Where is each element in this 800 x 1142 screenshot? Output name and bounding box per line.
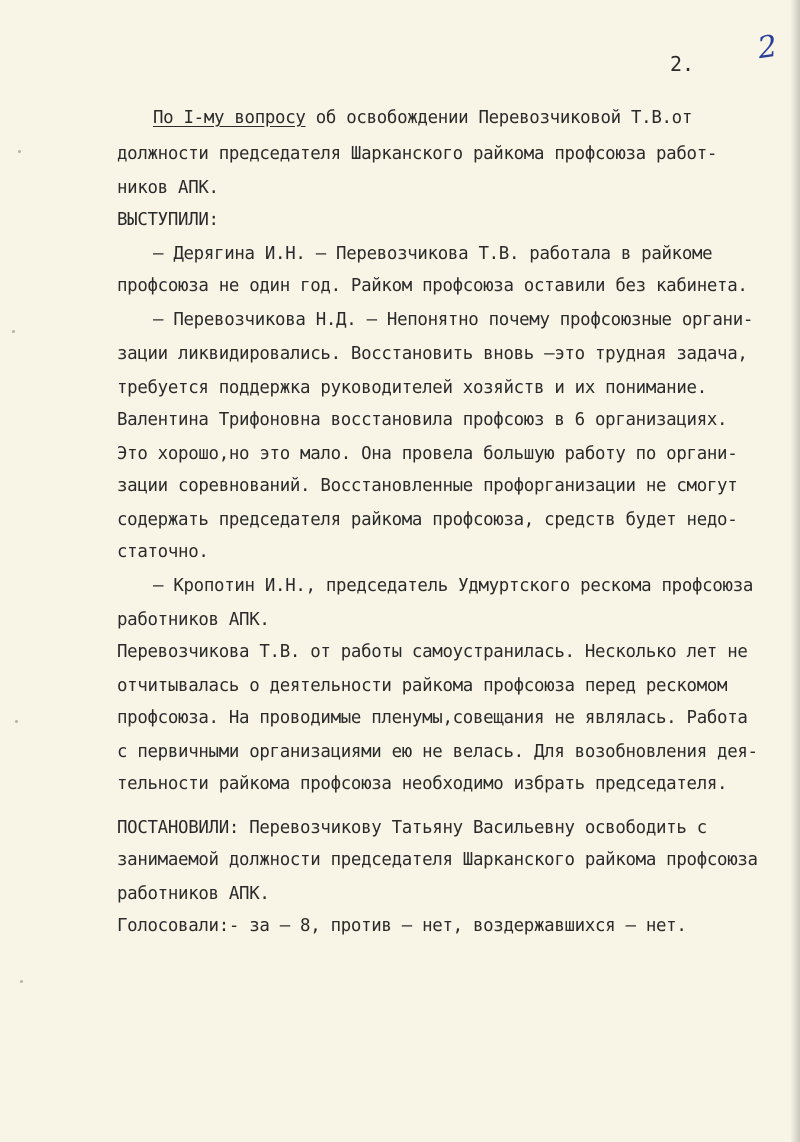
text-line: занимаемой должности председателя Шарканского райкома профсоюза xyxy=(117,850,758,870)
paper-speck xyxy=(18,150,21,153)
paper-speck xyxy=(20,980,23,983)
text-line: ников АПК. xyxy=(117,178,219,198)
text-line: с первичными организациями ею не велась. Для возобновления дея- xyxy=(117,742,758,762)
section-label-vystupili: ВЫСТУПИЛИ: xyxy=(117,210,219,230)
text-line: зации соревнований. Восстановленные профорганизации не смогут xyxy=(117,476,738,496)
item-heading-rest: об освобождении Перевозчиковой Т.В.от xyxy=(305,108,693,128)
text-line: Валентина Трифоновна восстановила профсоюз в 6 организациях. xyxy=(117,410,728,430)
text-line: должности председателя Шарканского райкома профсоюза работ- xyxy=(117,144,718,164)
text-line: Это хорошо,но это мало. Она провела большую работу по органи- xyxy=(117,444,738,464)
item-heading-underlined: По I-му вопросу xyxy=(153,108,306,128)
text-line: требуется поддержка руководителей хозяйств и их понимание. xyxy=(117,378,707,398)
speaker-line: – Дерягина И.Н. – Перевозчикова Т.В. работала в райкоме xyxy=(153,244,713,264)
text-line: статочно. xyxy=(117,542,209,562)
vote-line: Голосовали:- за – 8, против – нет, воздержавшихся – нет. xyxy=(117,916,687,936)
resolution-line: ПОСТАНОВИЛИ: Перевозчикову Татьяну Васильевну освободить с xyxy=(117,818,707,838)
text-line: работников АПК. xyxy=(117,884,270,904)
speaker-line: – Перевозчикова Н.Д. – Непонятно почему профсоюзные органи- xyxy=(153,310,754,330)
paper-speck xyxy=(15,720,18,723)
text-line: Перевозчикова Т.В. от работы самоустранилась. Несколько лет не xyxy=(117,642,748,662)
text-line: зации ликвидировались. Восстановить вновь –это трудная задача, xyxy=(117,344,748,364)
text-line: отчитывалась о деятельности райкома профсоюза перед рескомом xyxy=(117,676,728,696)
text-line: тельности райкома профсоюза необходимо избрать председателя. xyxy=(117,774,728,794)
paper-speck xyxy=(12,330,15,333)
text-line: профсоюза. На проводимые пленумы,совещания не являлась. Работа xyxy=(117,708,748,728)
item-heading-line xyxy=(153,108,692,128)
speaker-line: – Кропотин И.Н., председатель Удмуртского рескома профсоюза xyxy=(153,576,754,596)
text-line: работников АПК. xyxy=(117,610,270,630)
page-number: 2. xyxy=(670,52,695,76)
handwritten-page-mark: 2 xyxy=(755,28,780,67)
text-line: профсоюза не один год. Райком профсоюза оставили без кабинета. xyxy=(117,276,748,296)
text-line: содержать председателя райкома профсоюза, средств будет недо- xyxy=(117,510,738,530)
